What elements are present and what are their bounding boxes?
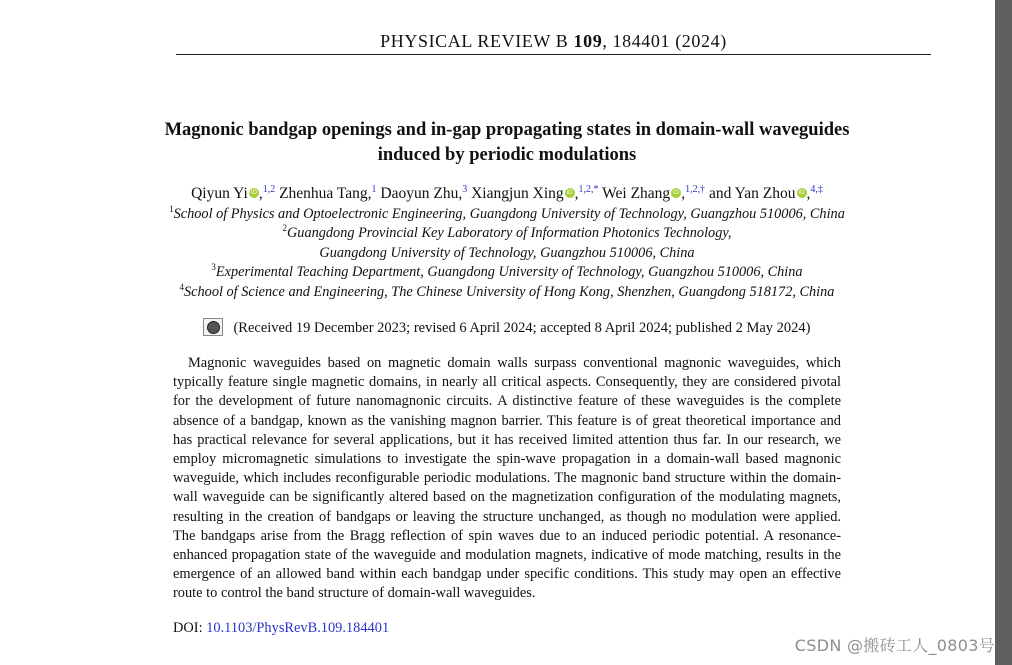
- author-name: Xiangjun Xing: [471, 185, 564, 202]
- author-name: Daoyun Zhu,: [380, 185, 463, 202]
- author: Wei Zhang iD ,$^{1,2,\dagger}$: [602, 183, 706, 202]
- viewer-background: [995, 0, 1012, 665]
- author-affiliation-mark[interactable]: 1,2: [262, 183, 276, 195]
- author-affiliation-mark[interactable]: 4,‡: [810, 183, 823, 195]
- author-name: Zhenhua Tang,: [279, 185, 372, 202]
- journal-citation: [176, 31, 931, 52]
- author: Yan Zhou iD ,$^{4,\ddagger}$: [734, 183, 823, 202]
- affiliation-number: 4: [179, 281, 185, 292]
- affiliation-text: School of Physics and Optoelectronic Engineering, Guangdong University of Technology, Guangzhou 510006, China: [173, 206, 845, 222]
- journal-header: [176, 30, 931, 55]
- author-name: Wei Zhang: [602, 185, 671, 202]
- paper-title: Magnonic bandgap openings and in-gap propagating states in domain-wall waveguides induced by periodic modulations: [164, 120, 850, 165]
- affiliation-line: [100, 263, 914, 282]
- received-dates: (Received 19 December 2023; revised 6 April 2024; accepted 8 April 2024; published 2 May 2024): [233, 320, 811, 336]
- author: [279, 185, 376, 202]
- orcid-icon[interactable]: iD: [798, 189, 805, 197]
- orcid-icon[interactable]: iD: [673, 189, 680, 197]
- affiliation-list: [100, 205, 914, 302]
- affiliation-text: Experimental Teaching Department, Guangdong University of Technology, Guangzhou 510006, China: [215, 264, 803, 281]
- journal-name: PHYSICAL REVIEW B: [380, 31, 569, 51]
- author-name: Qiyun Yi: [191, 185, 248, 202]
- affiliation-text: Guangdong University of Technology, Guangzhou 510006, China: [319, 244, 695, 261]
- journal-volume: 109: [573, 31, 603, 51]
- author-affiliation-mark[interactable]: 1: [371, 183, 377, 195]
- doi-label: DOI:: [173, 620, 203, 636]
- author-list: Qiyun Yi iD ,$^{1,2}$ Zhenhua Tang,$^1$ Daoyun Zhu,$^3$ Xiangjun Xing iD ,$^{1,2,*}$ Wei Zhang iD ,$^{1,2,\dagger}$ and Yan Zhou iD ,$^{4,\ddagger}$: [191, 183, 823, 202]
- affiliation-number: 3: [211, 262, 216, 273]
- affiliation-text: Guangdong Provincial Key Laboratory of Information Photonics Technology,: [286, 225, 732, 242]
- affiliation-number: 1: [169, 204, 174, 215]
- abstract: Magnonic waveguides based on magnetic domain walls surpass conventional magnonic waveguides, which typically feature single magnetic domains, in nearly all critical aspects. Consequently, they are considered pivotal for the development of future nanomagnonic circuits. A distinctive feature of these waveguides is the complete absence of a bandgap, known as the vanishing magnon barrier. This feature is of great theoretical importance and has practical relevance for several applications, but it has received limited attention thus far. In our research, we employ micromagnetic simulations to investigate the spin-wave propagation in a domain-wall based magnonic waveguide, which includes reconfigurable periodic modulations. The magnonic band structure within the domain-wall waveguide can be significantly altered based on the magnetization configuration of the modulating magnets, resulting in the creation of bandgaps or leaving the structure unchanged, as though no modulation were applied. The bandgaps arise from the Bragg reflection of spin waves due to an induced periodic potential. A resonance-enhanced propagation state of the waveguide and modulation magnets, indicative of mode matching, results in the emergence of an allowed band within each bandgap under specific conditions. This study may open an effective route to control the band structure of domain-wall waveguides.: [173, 355, 841, 602]
- watermark-text: CSDN @搬砖工人_0803号: [794, 636, 995, 655]
- author-affiliation-mark[interactable]: 1,2,*: [578, 183, 599, 195]
- author: Qiyun Yi iD ,$^{1,2}$: [191, 183, 276, 202]
- affiliation-line: [100, 224, 914, 243]
- crossmark-icon[interactable]: [203, 318, 223, 336]
- author: Xiangjun Xing iD ,$^{1,2,*}$: [471, 183, 599, 202]
- author-affiliation-mark[interactable]: 1,2,†: [685, 183, 706, 195]
- affiliation-text: School of Science and Engineering, The Chinese University of Hong Kong, Shenzhen, Guangdong 518172, China: [184, 283, 835, 300]
- author-affiliation-mark[interactable]: 3: [462, 183, 468, 195]
- orcid-icon[interactable]: iD: [566, 189, 573, 197]
- affiliation-line: [100, 283, 914, 302]
- author: [380, 185, 467, 202]
- doi-link[interactable]: 10.1103/PhysRevB.109.184401: [206, 620, 390, 636]
- author-name: Yan Zhou: [734, 185, 796, 202]
- publication-history: [100, 318, 914, 338]
- affiliation-line: [100, 205, 914, 224]
- doi-row: [173, 618, 389, 638]
- affiliation-line: [100, 244, 914, 263]
- affiliation-number: 2: [282, 223, 287, 234]
- article-number-year: , 184401 (2024): [602, 31, 727, 51]
- orcid-icon[interactable]: iD: [250, 189, 257, 197]
